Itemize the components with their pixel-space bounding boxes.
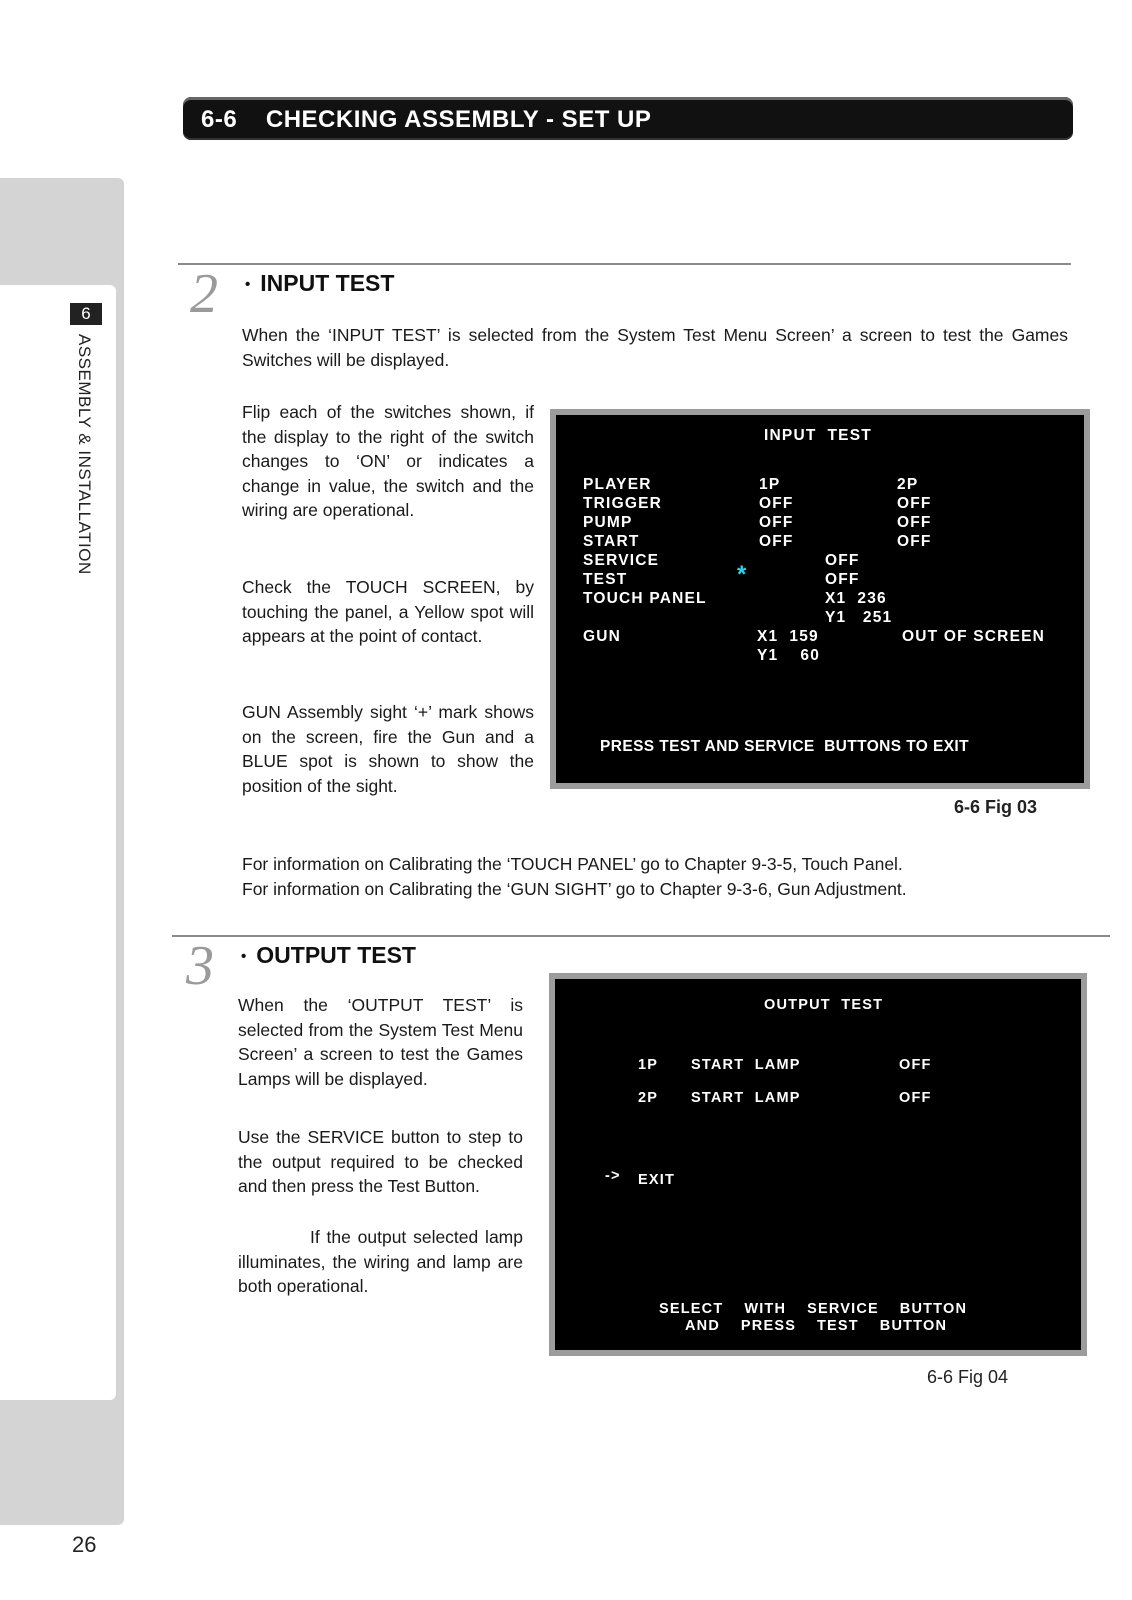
row-p2: OFF [897, 514, 932, 531]
gun-label: GUN [583, 628, 622, 645]
row-label: PLAYER [583, 476, 652, 493]
page-number: 26 [72, 1532, 97, 1557]
output-test-screen [549, 973, 1087, 1356]
step-number: 3 [186, 935, 214, 997]
step-number: 2 [190, 263, 218, 325]
section-header-bar [183, 97, 1073, 140]
output-row-player: 1P [638, 1057, 659, 1073]
row-label: TRIGGER [583, 495, 663, 512]
touch-y-value: Y1 251 [825, 609, 893, 626]
row-p1: OFF [759, 533, 794, 550]
input-test-intro: When the ‘INPUT TEST’ is selected from the System Test Menu Screen’ a screen to test the Games Switches will be displayed. [242, 325, 1068, 370]
row-p1: OFF [759, 495, 794, 512]
info-touch-panel: For information on Calibrating the ‘TOUCH PANEL’ go to Chapter 9-3-5, Touch Panel. [242, 854, 903, 874]
row-p1: 1P [759, 476, 781, 493]
output-test-title: OUTPUT TEST [256, 942, 416, 968]
output-row-item: START LAMP [691, 1057, 801, 1073]
section-title: CHECKING ASSEMBLY - SET UP [265, 106, 652, 133]
screen-footer: PRESS TEST AND SERVICE BUTTONS TO EXIT [600, 738, 970, 755]
input-test-heading [245, 270, 394, 297]
service-value: OFF [825, 552, 860, 569]
row-p2: 2P [897, 476, 919, 493]
info-gun-sight: For information on Calibrating the ‘GUN SIGHT’ go to Chapter 9-3-6, Gun Adjustment. [242, 879, 907, 899]
input-test-para-3: GUN Assembly sight ‘+’ mark shows on the screen, fire the Gun and a BLUE spot is shown to show the position of the sight. [242, 702, 534, 796]
output-row-value: OFF [899, 1090, 932, 1106]
figure-caption: 6-6 Fig 04 [927, 1367, 1009, 1387]
row-p2: OFF [897, 533, 932, 550]
touch-panel-label: TOUCH PANEL [583, 590, 707, 607]
chapter-number-badge: 6 [70, 303, 102, 325]
bullet: • [241, 948, 247, 966]
input-test-screen [550, 409, 1090, 789]
output-test-heading [241, 942, 416, 969]
row-label: START [583, 533, 640, 550]
row-p1: OFF [759, 514, 794, 531]
gun-status: OUT OF SCREEN [902, 628, 1046, 645]
section-divider [178, 263, 1071, 265]
input-test-title: INPUT TEST [260, 270, 395, 296]
output-row-player: 2P [638, 1090, 659, 1106]
side-tab-inner [0, 285, 116, 1400]
screen-title: OUTPUT TEST [764, 997, 884, 1013]
row-label: PUMP [583, 514, 633, 531]
input-test-para-2: Check the TOUCH SCREEN, by touching the panel, a Yellow spot will appears at the point of contact. [242, 577, 534, 647]
output-test-para-1: When the ‘OUTPUT TEST’ is selected from the System Test Menu Screen’ a screen to test the Games Lamps will be displayed. [238, 995, 523, 1089]
selection-arrow-icon: -> [605, 1168, 621, 1184]
test-label: TEST [583, 571, 628, 588]
output-row-value: OFF [899, 1057, 932, 1073]
test-value: OFF [825, 571, 860, 588]
screen-footer-line-2: AND PRESS TEST BUTTON [685, 1318, 948, 1334]
input-test-para-1: Flip each of the switches shown, if the display to the right of the switch changes to ‘ON’ or indicates a change in value, the switch and the wiring are operational. [242, 402, 534, 521]
screen-footer-line-1: SELECT WITH SERVICE BUTTON [659, 1301, 968, 1317]
service-label: SERVICE [583, 552, 660, 569]
figure-caption: 6-6 Fig 03 [954, 797, 1038, 817]
section-number: 6-6 [201, 106, 238, 133]
section-divider [172, 935, 1110, 937]
cursor-asterisk-icon: * [737, 561, 748, 588]
row-p2: OFF [897, 495, 932, 512]
section-header [201, 106, 651, 134]
gun-y-value: Y1 60 [757, 647, 821, 664]
gun-x-value: X1 159 [757, 628, 819, 645]
screen-title: INPUT TEST [764, 427, 872, 444]
chapter-side-label: ASSEMBLY & INSTALLATION [75, 334, 94, 575]
bullet: • [245, 276, 251, 294]
exit-option: EXIT [638, 1172, 676, 1188]
output-row-item: START LAMP [691, 1090, 801, 1106]
output-test-para-3: If the output selected lamp illuminates, the wiring and lamp are both operational. [238, 1227, 523, 1297]
output-test-para-2: Use the SERVICE button to step to the output required to be checked and then press the Test Button. [238, 1127, 523, 1197]
touch-x-value: X1 236 [825, 590, 887, 607]
